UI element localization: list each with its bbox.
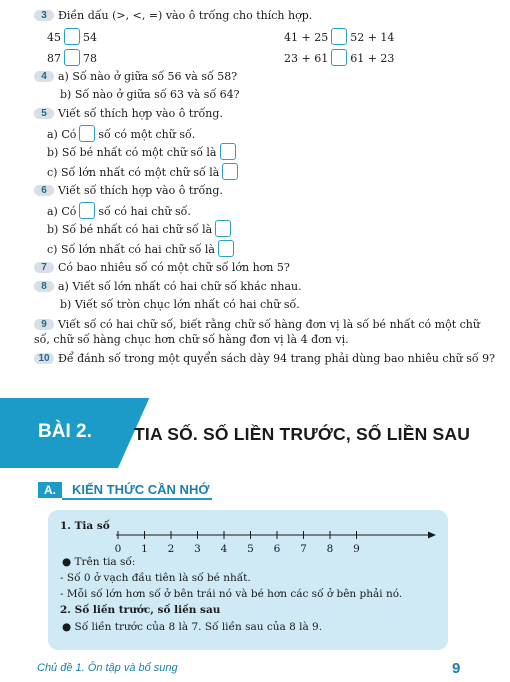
rule-line-2: - Mỗi số lớn hơn số ở bên trái nó và bé hơn các số ở bên phải nó. — [60, 588, 403, 600]
exercise-number: 6 — [34, 185, 54, 196]
number-line-arrow — [428, 532, 436, 539]
page-number: 9 — [452, 660, 461, 677]
compare-row-2a: 87 78 — [47, 49, 97, 66]
exercise-4b: b) Số nào ở giữa số 63 và số 64? — [60, 88, 240, 101]
exercise-number: 8 — [34, 281, 54, 292]
exercise-number: 3 — [34, 10, 54, 21]
exercise-8b: b) Viết số tròn chục lớn nhất có hai chữ số. — [60, 298, 300, 311]
answer-box[interactable] — [79, 125, 95, 142]
number-line-tick-label: 0 — [114, 543, 122, 555]
number-line-tick-label: 5 — [247, 543, 254, 555]
exercise-number: 10 — [34, 353, 54, 364]
number-line-tick-label: 6 — [273, 543, 281, 555]
answer-box[interactable] — [79, 202, 95, 219]
answer-box[interactable] — [331, 28, 347, 45]
section-letter: A. — [38, 482, 62, 498]
answer-box[interactable] — [64, 49, 80, 66]
exercise-4a: 4 a) Số nào ở giữa số 56 và số 58? — [34, 70, 237, 84]
exercise-6b: b) Số bé nhất có hai chữ số là — [47, 220, 234, 237]
lesson-title: TIA SỐ. SỐ LIỀN TRƯỚC, SỐ LIỀN SAU — [134, 424, 471, 444]
exercise-9-line-1: 9 Viết số có hai chữ số, biết rằng chữ số hàng đơn vị là số bé nhất có một chữ — [34, 318, 480, 332]
lesson-label: BÀI 2. — [38, 421, 92, 442]
exercise-7: 7 Có bao nhiêu số có một chữ số lớn hơn 5? — [34, 261, 290, 275]
section-heading — [38, 481, 212, 499]
number-line-tick-label: 2 — [167, 543, 175, 555]
section-title: KIẾN THỨC CẦN NHỚ — [72, 482, 210, 497]
number-line-tick-label: 7 — [300, 543, 307, 555]
rule-line-1: - Số 0 ở vạch đầu tiên là số bé nhất. — [60, 572, 251, 584]
exercise-9-line-2: số, chữ số hàng chục hơn chữ số hàng đơn vị là 4 đơn vị. — [34, 333, 349, 346]
answer-box[interactable] — [64, 28, 80, 45]
exercise-6a: a) Có số có hai chữ số. — [47, 202, 191, 219]
exercise-6c: c) Số lớn nhất có hai chữ số là — [47, 240, 237, 257]
footer-topic: Chủ đề 1. Ôn tập và bổ sung — [37, 662, 178, 674]
number-line-tick-label: 1 — [141, 543, 148, 555]
exercise-5a: a) Có số có một chữ số. — [47, 125, 195, 142]
compare-row-1b: 41 + 25 52 + 14 — [284, 28, 394, 45]
exercise-8a: 8 a) Viết số lớn nhất có hai chữ số khác nhau. — [34, 280, 302, 294]
answer-box[interactable] — [215, 220, 231, 237]
answer-box[interactable] — [222, 163, 238, 180]
bullet-line-1: ● Trên tia số: — [62, 556, 136, 568]
exercise-number: 7 — [34, 262, 54, 273]
bullet-icon: ● — [62, 621, 72, 633]
number-line-tick-label: 9 — [353, 543, 360, 555]
exercise-6-prompt: 6 Viết số thích hợp vào ô trống. — [34, 184, 223, 198]
heading-predecessor-successor: 2. Số liền trước, số liền sau — [60, 604, 221, 616]
answer-box[interactable] — [218, 240, 234, 257]
compare-row-1a: 45 54 — [47, 28, 97, 45]
number-line-tick-label: 8 — [326, 543, 334, 555]
answer-box[interactable] — [331, 49, 347, 66]
number-line-tick-label: 4 — [220, 543, 228, 555]
bullet-line-2: ● Số liền trước của 8 là 7. Số liền sau của 8 là 9. — [62, 621, 323, 633]
section-underline — [62, 498, 212, 500]
answer-box[interactable] — [220, 143, 236, 160]
compare-row-2b: 23 + 61 61 + 23 — [284, 49, 394, 66]
exercise-number: 5 — [34, 108, 54, 119]
exercise-3-prompt: 3 Điền dấu (>, <, =) vào ô trống cho thích hợp. — [34, 9, 312, 23]
number-line-tick-label: 3 — [194, 543, 201, 555]
exercise-number: 9 — [34, 319, 54, 330]
exercise-5c: c) Số lớn nhất có một chữ số là — [47, 163, 241, 180]
number-line — [108, 527, 438, 557]
exercise-5-prompt: 5 Viết số thích hợp vào ô trống. — [34, 107, 223, 121]
exercise-number: 4 — [34, 71, 54, 82]
exercise-10: 10 Để đánh số trong một quyển sách dày 94 trang phải dùng bao nhiêu chữ số 9? — [34, 352, 495, 366]
bullet-icon: ● — [62, 556, 72, 568]
exercise-5b: b) Số bé nhất có một chữ số là — [47, 143, 239, 160]
heading-number-line: 1. Tia số — [60, 520, 110, 532]
knowledge-panel — [48, 510, 448, 650]
